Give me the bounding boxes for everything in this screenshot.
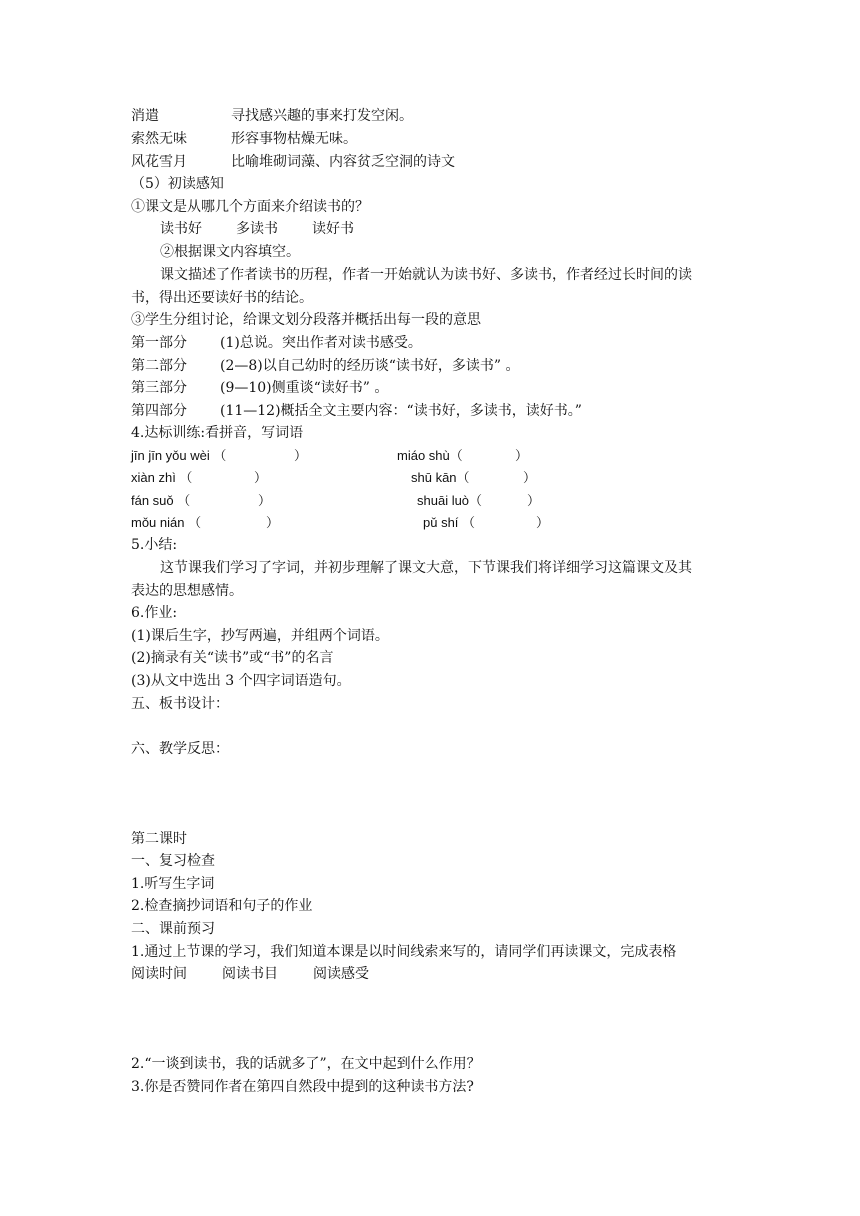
bracket-close: ） bbox=[258, 493, 272, 508]
bracket-close: ） bbox=[294, 448, 308, 463]
vocab-word: 消遣 bbox=[131, 108, 159, 124]
section-heading: 二、课前预习 bbox=[131, 921, 215, 937]
vocab-definition: 寻找感兴趣的事来打发空闲。 bbox=[231, 108, 413, 124]
pinyin-right: shū kān（ bbox=[411, 470, 470, 485]
bracket-close: ） bbox=[523, 470, 537, 485]
list-item: 2.检查摘抄词语和句子的作业 bbox=[131, 898, 313, 914]
paragraph: 这节课我们学习了字词，并初步理解了课文大意，下节课我们将详细学习这篇课文及其 bbox=[160, 560, 692, 576]
bracket-close: ） bbox=[527, 493, 541, 508]
list-item: 1.听写生字词 bbox=[131, 876, 215, 892]
vocab-definition: 比喻堆砌词藻、内容贫乏空洞的诗文 bbox=[231, 154, 455, 170]
board-design-heading: 五、板书设计： bbox=[131, 696, 229, 712]
homework-heading: 6.作业: bbox=[131, 605, 178, 621]
bracket-close: ） bbox=[515, 448, 529, 463]
pinyin-right: miáo shù（ bbox=[397, 448, 463, 463]
paragraph: 书，得出还要读好书的结论。 bbox=[131, 290, 313, 306]
homework-item: (1)课后生字，抄写两遍，并组两个词语。 bbox=[131, 628, 389, 644]
vocab-word: 索然无味 bbox=[131, 131, 187, 147]
section-heading: 一、复习检查 bbox=[131, 853, 215, 869]
paragraph: 1.通过上节课的学习，我们知道本课是以时间线索来写的，请同学们再读课文，完成表格 bbox=[131, 944, 677, 960]
exercise-heading: 4.达标训练:看拼音，写词语 bbox=[131, 425, 304, 441]
paragraph: 表达的思想感情。 bbox=[131, 583, 243, 599]
reflection-heading: 六、教学反思： bbox=[131, 741, 229, 757]
homework-item: (2)摘录有关“读书”或“书”的名言 bbox=[131, 650, 334, 666]
pinyin-left: fán suǒ （ bbox=[131, 493, 191, 508]
pinyin-left: jīn jīn yǒu wèi （ bbox=[131, 448, 227, 463]
pinyin-right: shuāi luò（ bbox=[417, 493, 483, 508]
bracket-close: ） bbox=[254, 470, 268, 485]
part-name: 第四部分 bbox=[131, 403, 187, 419]
summary-heading: 5.小结: bbox=[131, 537, 178, 553]
answer: 多读书 bbox=[236, 221, 278, 237]
pinyin-left: mǒu nián （ bbox=[131, 515, 202, 530]
pinyin-right: pǔ shí （ bbox=[423, 515, 476, 530]
answer: 读书好 bbox=[160, 221, 202, 237]
question: 3.你是否赞同作者在第四自然段中提到的这种读书方法? bbox=[131, 1079, 474, 1095]
part-description: (1)总说。突出作者对读书感受。 bbox=[220, 335, 422, 351]
part-description: (9—10)侧重谈“读好书” 。 bbox=[220, 380, 389, 396]
answer: 读好书 bbox=[312, 221, 354, 237]
pinyin-left: xiàn zhì （ bbox=[131, 470, 193, 485]
homework-item: (3)从文中选出 3 个四字词语造句。 bbox=[131, 673, 351, 689]
table-header: 阅读感受 bbox=[313, 966, 369, 982]
bracket-close: ） bbox=[266, 515, 280, 530]
part-description: (2—8)以自己幼时的经历谈“读书好，多读书” 。 bbox=[220, 358, 520, 374]
question: 2.“一谈到读书，我的话就多了”，在文中起到什么作用？ bbox=[131, 1056, 481, 1072]
question-3: ③学生分组讨论，给课文划分段落并概括出每一段的意思 bbox=[131, 312, 481, 328]
bracket-close: ） bbox=[536, 515, 550, 530]
part-name: 第三部分 bbox=[131, 380, 187, 396]
vocab-word: 风花雪月 bbox=[131, 154, 187, 170]
paragraph: 课文描述了作者读书的历程，作者一开始就认为读书好、多读书，作者经过长时间的读 bbox=[160, 267, 692, 283]
part-name: 第二部分 bbox=[131, 358, 187, 374]
table-header: 阅读书目 bbox=[222, 966, 278, 982]
lesson-title: 第二课时 bbox=[131, 831, 187, 847]
section-heading: （5）初读感知 bbox=[131, 176, 224, 192]
question-1: ①课文是从哪几个方面来介绍读书的？ bbox=[131, 199, 369, 215]
question-2: ②根据课文内容填空。 bbox=[160, 244, 300, 260]
table-header: 阅读时间 bbox=[131, 966, 187, 982]
vocab-definition: 形容事物枯燥无味。 bbox=[231, 131, 357, 147]
part-description: (11—12)概括全文主要内容：“读书好，多读书，读好书。” bbox=[220, 403, 582, 419]
part-name: 第一部分 bbox=[131, 335, 187, 351]
